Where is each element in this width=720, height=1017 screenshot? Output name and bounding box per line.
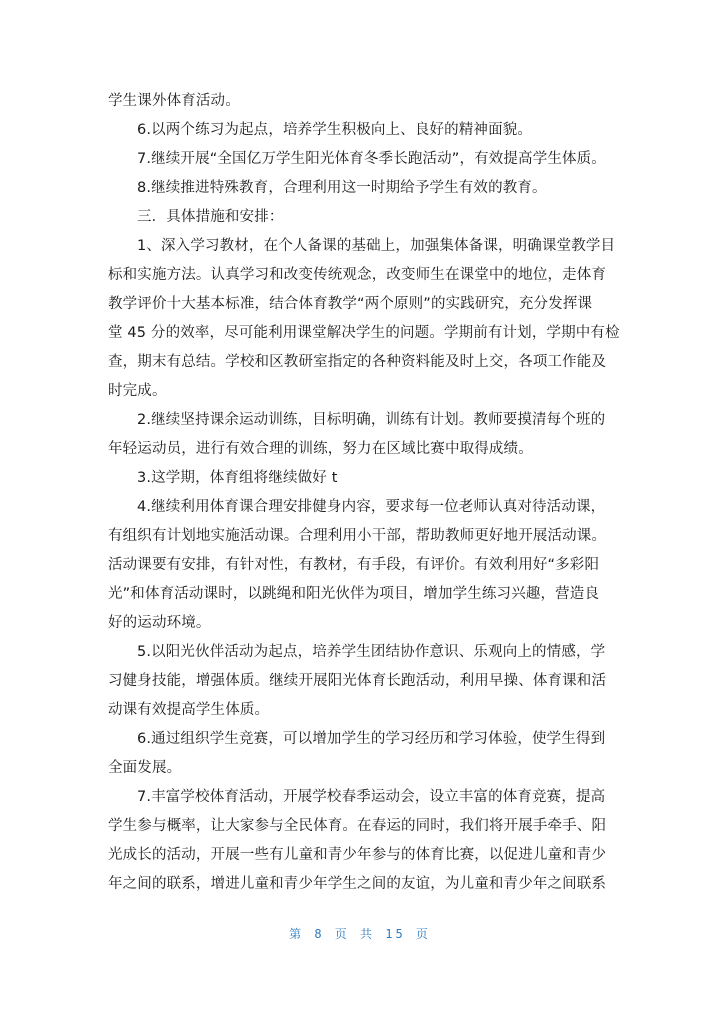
text-line: 光”和体育活动课时，以跳绳和阳光伙伴为项目，增加学生练习兴趣，营造良 (108, 586, 600, 602)
text-line: 6.以两个练习为起点，培养学生积极向上、良好的精神面貌。 (137, 122, 533, 138)
text-line: 年之间的联系，增进儿童和青少年学生之间的友谊，为儿童和青少年之间联系 (108, 876, 607, 892)
text-line: 好的运动环境。 (108, 615, 211, 631)
text-line: 光成长的活动，开展一些有儿童和青少年参与的体育比赛，以促进儿童和青少 (108, 847, 607, 863)
text-line: 标和实施方法。认真学习和改变传统观念，改变师生在课堂中的地位，走体育 (108, 267, 607, 283)
text-line: 5.以阳光伙伴活动为起点，培养学生团结协作意识、乐观向上的情感，学 (137, 644, 606, 660)
text-line: 7.继续开展“全国亿万学生阳光体育冬季长跑活动”，有效提高学生体质。 (137, 151, 606, 167)
document-body (108, 87, 620, 899)
text-line: 2.继续坚持课余运动训练，目标明确，训练有计划。教师要摸清每个班的 (137, 412, 606, 428)
text-line: 8.继续推进特殊教育，合理利用这一时期给予学生有效的教育。 (137, 180, 547, 196)
text-line: 1、深入学习教材，在个人备课的基础上，加强集体备课，明确课堂教学目 (137, 238, 616, 254)
text-line: 习健身技能，增强体质。继续开展阳光体育长跑活动，利用早操、体育课和活 (108, 673, 607, 689)
text-line: 6.通过组织学生竞赛，可以增加学生的学习经历和学习体验，使学生得到 (137, 731, 606, 747)
text-line: 时完成。 (108, 383, 167, 399)
text-line: 堂 45 分的效率，尽可能利用课堂解决学生的问题。学期前有计划，学期中有检 (108, 325, 620, 341)
text-line: 三．具体措施和安排： (137, 209, 284, 225)
text-line: 学生课外体育活动。 (108, 93, 240, 109)
text-line: 年轻运动员，进行有效合理的训练，努力在区域比赛中取得成绩。 (108, 441, 533, 457)
text-line: 动课有效提高学生体质。 (108, 702, 270, 718)
text-line: 活动课要有安排，有针对性，有教材，有手段，有评价。有效利用好“多彩阳 (108, 557, 600, 573)
text-line: 学生参与概率，让大家参与全民体育。在春运的同时，我们将开展手牵手、阳 (108, 818, 607, 834)
text-line: 查，期末有总结。学校和区教研室指定的各种资料能及时上交，各项工作能及 (108, 354, 607, 370)
page-number-footer: 第 8 页 共 15 页 (289, 927, 431, 941)
text-line: 有组织有计划地实施活动课。合理利用小干部，帮助教师更好地开展活动课。 (108, 528, 607, 544)
text-line: 教学评价十大基本标准，结合体育教学“两个原则”的实践研究，充分发挥课 (108, 296, 593, 312)
text-line: 3.这学期，体育组将继续做好 t (137, 470, 338, 486)
text-line: 4.继续利用体育课合理安排健身内容，要求每一位老师认真对待活动课， (137, 499, 606, 515)
text-line: 7.丰富学校体育活动，开展学校春季运动会，设立丰富的体育竞赛，提高 (137, 789, 606, 805)
text-line: 全面发展。 (108, 760, 182, 776)
